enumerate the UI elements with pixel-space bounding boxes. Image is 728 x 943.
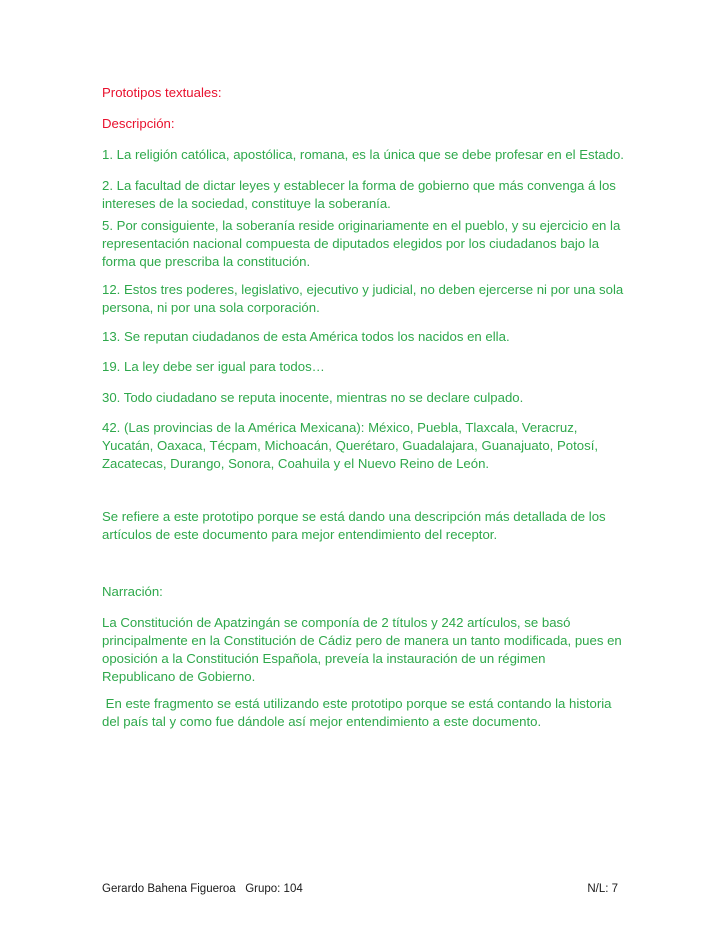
narration-text: La Constitución de Apatzingán se componía de 2 títulos y 242 artículos, se basó principalmente en la Constitución de Cádiz pero de manera un tanto modificada, pues en oposición a la Constitución Española, preveía la instauración de un régimen Republicano de Gobierno. [102, 615, 622, 684]
article-12: 12. Estos tres poderes, legislativo, ejecutivo y judicial, no deben ejercerse ni por una sola persona, ni por una sola corporación. [102, 282, 624, 315]
article-5: 5. Por consiguiente, la soberanía reside originariamente en el pueblo, y su ejercicio en la representación nacional compuesta de diputados elegidos por los ciudadanos bajo la forma que prescriba la constitución. [102, 218, 621, 269]
article-30: 30. Todo ciudadano se reputa inocente, mientras no se declare culpado. [102, 390, 524, 405]
narration-label: Narración: [102, 584, 163, 599]
description-explanation: Se refiere a este prototipo porque se está dando una descripción más detallada de los artículos de este documento para mejor entendimiento del receptor. [102, 509, 606, 542]
document-heading: Prototipos textuales: [102, 85, 222, 100]
footer-list-number: N/L: 7 [587, 883, 618, 895]
narration-explanation: En este fragmento se está utilizando este prototipo porque se está contando la historia del país tal y como fue dándole así mejor entendimiento a este documento. [102, 696, 616, 729]
page-footer [102, 883, 618, 899]
article-2: 2. La facultad de dictar leyes y establecer la forma de gobierno que más convenga á los intereses de la sociedad, constituye la soberanía. [102, 178, 616, 211]
article-19: 19. La ley debe ser igual para todos… [102, 359, 325, 374]
article-13: 13. Se reputan ciudadanos de esta América todos los nacidos en ella. [102, 329, 510, 344]
description-label: Descripción: [102, 116, 175, 131]
article-1: 1. La religión católica, apostólica, romana, es la única que se debe profesar en el Estado. [102, 147, 624, 162]
article-42: 42. (Las provincias de la América Mexicana): México, Puebla, Tlaxcala, Veracruz, Yucatán, Oaxaca, Técpam, Michoacán, Querétaro, Guadalajara, Guanajuato, Potosí, Zacatecas, Durango, Sonora, Coahuila y el Nuevo Reino de León. [102, 420, 599, 471]
footer-author-group: Gerardo Bahena Figueroa Grupo: 104 [102, 883, 303, 895]
